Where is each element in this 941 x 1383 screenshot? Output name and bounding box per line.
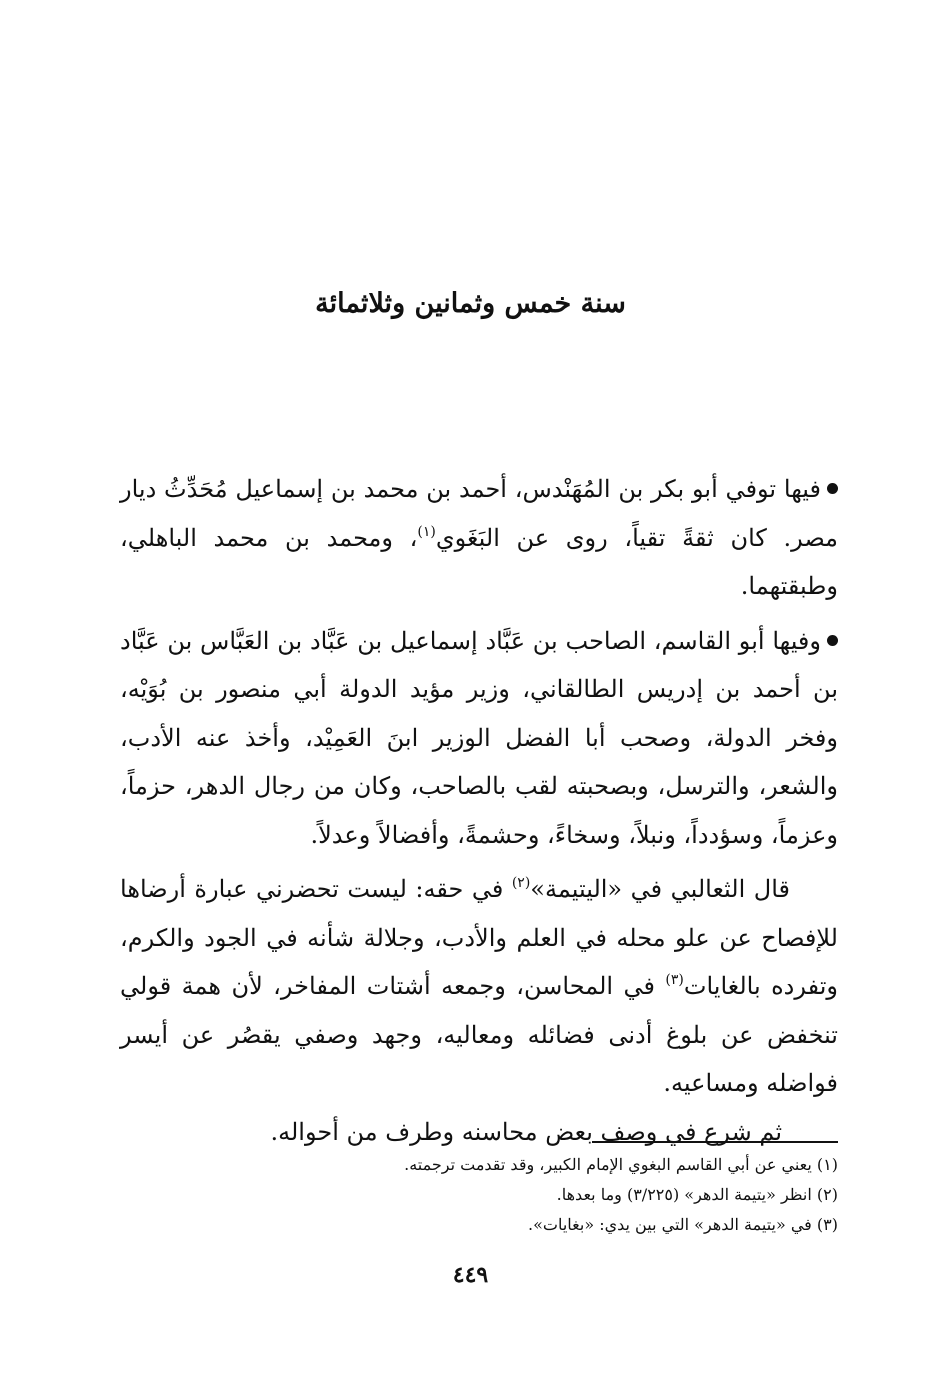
- chapter-heading: سنة خمس وثمانين وثلاثمائة: [315, 288, 626, 319]
- paragraph-text: ثم شرع في وصف بعض محاسنه وطرف من أحواله.: [270, 1117, 782, 1146]
- footnote-3: (٣) في «يتيمة الدهر» التي بين يدي: «بغايات».: [528, 1215, 838, 1234]
- paragraph-death-ibn-muhandis: [120, 465, 838, 611]
- bullet-icon: [827, 635, 838, 646]
- footnote-1: (١) يعني عن أبي القاسم البغوي الإمام الكبير، وقد تقدمت ترجمته.: [404, 1155, 838, 1174]
- footnote-divider: [592, 1141, 838, 1143]
- paragraph-text: فيها توفي أبو بكر بن المُهَنْدس، أحمد بن محمد بن إسماعيل مُحَدِّثُ ديار مصر. كان ثقةً تقياً، روى عن البَغَوي: [120, 475, 839, 552]
- footnote-ref: (٣): [665, 972, 684, 988]
- footnotes: [120, 1150, 838, 1240]
- footnote-ref: (٢): [511, 875, 531, 891]
- footnote-2: (٢) انظر «يتيمة الدهر» (٣/٢٢٥) وما بعدها.: [556, 1185, 838, 1204]
- paragraph-text: ، ومحمد بن محمد الباهلي، وطبقتهما.: [120, 523, 838, 600]
- paragraph-closing: [120, 1108, 838, 1157]
- bullet-icon: [827, 483, 838, 494]
- paragraph-text: وفيها أبو القاسم، الصاحب بن عَبَّاد إسماعيل بن عَبَّاد بن العَبَّاس بن عَبَّاد بن أحمد بن إدريس الطالقاني، وزير مؤيد الدولة أبي منصور بن بُوَيْه، وفخر الدولة، وصحب أبا الفضل الوزير ابنَ العَمِيْد، وأخذ عنه الأدب، والشعر، والترسل، وبصحبته لقب بالصاحب، وكان من رجال الدهر، حزماً، وعزماً، وسؤدداً، ونبلاً، وسخاءً، وحشمةً، وأفضالاً وعدلاً.: [120, 626, 838, 849]
- paragraph-text: في المحاسن، وجمعه أشتات المفاخر، لأن همة قولي تنخفض عن بلوغ أدنى فضائله ومعاليه، وجهد وصفي يقصُر عن أيسر فواضله ومساعيه.: [120, 972, 838, 1097]
- paragraph-text: قال الثعالبي في «اليتيمة»: [530, 875, 790, 903]
- page-number: ٤٤٩: [452, 1262, 489, 1288]
- paragraph-thaalibi-quote: [120, 865, 838, 1108]
- paragraph-text: في حقه: ليست تحضرني عبارة أرضاها للإفصاح عن علو محله في العلم والأدب، وجلالة شأنه في الجود والكرم، وتفرده بالغايات: [120, 875, 838, 1000]
- footnote-ref: (١): [417, 523, 436, 540]
- main-text: [120, 465, 838, 1156]
- paragraph-death-sahib-ibn-abbad: [120, 617, 838, 860]
